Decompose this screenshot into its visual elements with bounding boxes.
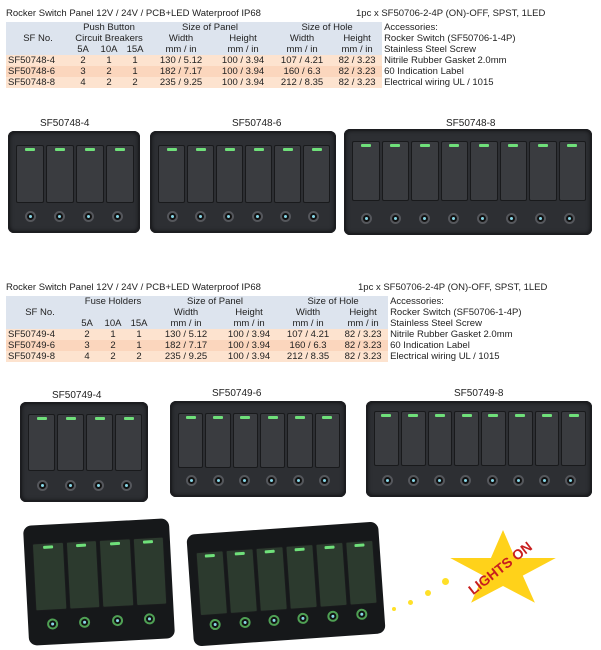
rocker-switch (205, 413, 230, 468)
count-5a: 3 (74, 340, 100, 351)
decor-dot (425, 590, 431, 596)
led-indicator (449, 144, 459, 147)
panel-knob (326, 610, 338, 622)
led-indicator (435, 414, 445, 417)
count-5a: 4 (70, 77, 96, 88)
rocker-switch (559, 141, 587, 201)
panel-height-header: Height (214, 33, 272, 44)
rocker-switch (401, 411, 426, 466)
panel-height: 100 / 3.94 (214, 66, 272, 77)
count-15a: 1 (122, 55, 148, 66)
led-indicator (186, 416, 196, 419)
rocker-switch (245, 145, 272, 203)
panel-height: 100 / 3.94 (220, 329, 278, 340)
rocker-switch (65, 540, 100, 610)
led-indicator (569, 414, 579, 417)
fuse-holder (319, 475, 330, 486)
rocker-switch (428, 411, 453, 466)
panel-label: SF50749-6 (212, 388, 262, 399)
led-indicator (196, 148, 206, 151)
rocker-switch (470, 141, 498, 201)
table-row (6, 77, 598, 88)
led-indicator (462, 414, 472, 417)
rocker-switch (481, 411, 506, 466)
section2-subtitle: 1pc x SF50706-2-4P (ON)-OFF, SPST, 1LED (358, 282, 548, 293)
panel-height: 100 / 3.94 (214, 77, 272, 88)
sf-number: SF50749-6 (6, 340, 74, 351)
fuse-panel-6 (170, 401, 346, 497)
accessories-line: Nitrile Rubber Gasket 2.0mm (388, 329, 598, 340)
hole-height-header: Height (338, 307, 388, 318)
fuse-holder (37, 480, 48, 491)
led-indicator (322, 416, 332, 419)
count-10a: 1 (96, 55, 122, 66)
hole-width: 212 / 8.35 (272, 77, 332, 88)
count-15a: 1 (126, 329, 152, 340)
rocker-switch (16, 145, 44, 203)
amp-15-header: 15A (122, 44, 148, 55)
led-indicator (508, 144, 518, 147)
unit-header: mm / in (214, 44, 272, 55)
fuse-panel-8 (366, 401, 592, 497)
size-of-panel-header: Size of Panel (152, 296, 278, 307)
rocker-switch (46, 145, 74, 203)
fuse-holder (266, 475, 277, 486)
panel-knob (47, 618, 59, 630)
fuse-holder (186, 475, 197, 486)
led-indicator (488, 414, 498, 417)
panel-height: 100 / 3.94 (214, 55, 272, 66)
panel-knob (535, 213, 546, 224)
rocker-switch (274, 145, 301, 203)
rocker-switch (255, 546, 287, 611)
panel-width: 235 / 9.25 (152, 351, 220, 362)
count-10a: 2 (100, 351, 126, 362)
count-15a: 1 (122, 66, 148, 77)
fuse-holder (65, 480, 76, 491)
accessories-line: Rocker Switch (SF50706-1-4P) (388, 307, 598, 318)
panel-knob (419, 213, 430, 224)
fuse-holder (565, 475, 576, 486)
fuse-holders-header: Fuse Holders (74, 296, 152, 307)
amp-15-header: 15A (126, 318, 152, 329)
unit-header: mm / in (278, 318, 338, 329)
rocker-switch (500, 141, 528, 201)
panel-knob (25, 211, 36, 222)
section2-title: Rocker Switch Panel 12V / 24V / PCB+LED Waterproof IP68 (6, 282, 261, 293)
sf-number: SF50749-4 (6, 329, 74, 340)
unit-header: mm / in (152, 318, 220, 329)
led-indicator (324, 546, 334, 550)
led-indicator (420, 144, 430, 147)
rocker-switch (382, 141, 410, 201)
led-indicator (538, 144, 548, 147)
led-indicator (55, 148, 65, 151)
panel-width: 182 / 7.17 (148, 66, 214, 77)
decor-dot (392, 607, 396, 611)
fuse-holder (487, 475, 498, 486)
led-indicator (312, 148, 322, 151)
panel-knob (252, 211, 263, 222)
unit-header: mm / in (332, 44, 382, 55)
accessories-line: Electrical wiring UL / 1015 (382, 77, 598, 88)
table-row (6, 340, 598, 351)
led-indicator (390, 144, 400, 147)
fuse-holder (460, 475, 471, 486)
accessories-line: Electrical wiring UL / 1015 (388, 351, 598, 362)
sf-number: SF50748-6 (6, 66, 70, 77)
led-indicator (240, 416, 250, 419)
fuse-holder (513, 475, 524, 486)
rocker-switch (508, 411, 533, 466)
panel-width-header: Width (152, 307, 220, 318)
led-indicator (268, 416, 278, 419)
table-row (6, 55, 598, 66)
rocker-switch (115, 414, 142, 471)
led-indicator (110, 542, 120, 546)
led-indicator (254, 148, 264, 151)
sf-number: SF50748-4 (6, 55, 70, 66)
count-10a: 2 (100, 340, 126, 351)
accessories-line: Nitrile Rubber Gasket 2.0mm (382, 55, 598, 66)
table-row (6, 66, 598, 77)
rocker-switch (99, 538, 134, 608)
panel-knob (223, 211, 234, 222)
amp-5-header: 5A (74, 318, 100, 329)
rocker-switch (535, 411, 560, 466)
panel-knob (506, 213, 517, 224)
unit-header: mm / in (220, 318, 278, 329)
fuse-holder (239, 475, 250, 486)
panel-width: 235 / 9.25 (148, 77, 214, 88)
led-indicator (124, 417, 134, 420)
sf-no-header: SF No. (6, 33, 70, 44)
unit-header: mm / in (338, 318, 388, 329)
panel-knob (356, 608, 368, 620)
hole-width: 160 / 6.3 (272, 66, 332, 77)
hole-height-header: Height (332, 33, 382, 44)
panel-label: SF50749-8 (454, 388, 504, 399)
panel-width-header: Width (148, 33, 214, 44)
led-indicator (167, 148, 177, 151)
sf-number: SF50749-8 (6, 351, 74, 362)
rocker-switch (76, 145, 104, 203)
count-5a: 2 (74, 329, 100, 340)
switch-panel-8 (344, 129, 592, 235)
led-indicator (66, 417, 76, 420)
led-indicator (37, 417, 47, 420)
rocker-switch (196, 550, 228, 615)
hole-height: 82 / 3.23 (332, 66, 382, 77)
led-indicator (567, 144, 577, 147)
hole-height: 82 / 3.23 (338, 351, 388, 362)
rocker-switch (285, 544, 317, 609)
unit-header: mm / in (148, 44, 214, 55)
led-indicator (381, 414, 391, 417)
section1-subtitle: 1pc x SF50706-2-4P (ON)-OFF, SPST, 1LED (356, 8, 546, 19)
led-indicator (43, 545, 53, 549)
rocker-switch (187, 145, 214, 203)
rocker-switch (315, 542, 347, 607)
panel-label: SF50748-4 (40, 118, 90, 129)
led-indicator (213, 416, 223, 419)
section1-title: Rocker Switch Panel 12V / 24V / PCB+LED Waterproof IP68 (6, 8, 261, 19)
unit-header: mm / in (272, 44, 332, 55)
panel-knob (83, 211, 94, 222)
panel-knob (448, 213, 459, 224)
led-indicator (354, 543, 364, 547)
accessories-line: Rocker Switch (SF50706-1-4P) (382, 33, 598, 44)
led-indicator (283, 148, 293, 151)
spec-table-1 (6, 22, 598, 88)
led-indicator (542, 414, 552, 417)
fuse-holder (93, 480, 104, 491)
panel-knob (112, 615, 124, 627)
fuse-holder (539, 475, 550, 486)
led-indicator (76, 544, 86, 548)
panel-width: 130 / 5.12 (152, 329, 220, 340)
size-of-hole-header: Size of Hole (272, 22, 382, 33)
led-indicator (235, 552, 245, 556)
fuse-holder (434, 475, 445, 486)
rocker-switch (132, 537, 167, 607)
accessories-line: 60 Indication Label (388, 340, 598, 351)
panel-knob (112, 211, 123, 222)
accessories-line: 60 Indication Label (382, 66, 598, 77)
accessories-line: Accessories: (388, 296, 598, 307)
amp-5-header: 5A (70, 44, 96, 55)
panel-knob (144, 613, 156, 625)
rocker-switch (233, 413, 258, 468)
led-indicator (265, 550, 275, 554)
panel-knob (564, 213, 575, 224)
led-indicator (225, 148, 235, 151)
led-indicator (95, 417, 105, 420)
rocker-switch (287, 413, 312, 468)
fuse-holder (408, 475, 419, 486)
led-indicator (205, 554, 215, 558)
hole-width: 107 / 4.21 (272, 55, 332, 66)
rocker-switch (28, 414, 55, 471)
rocker-switch (529, 141, 557, 201)
led-indicator (143, 540, 153, 544)
led-indicator (408, 414, 418, 417)
panel-width: 130 / 5.12 (148, 55, 214, 66)
hole-width: 160 / 6.3 (278, 340, 338, 351)
panel-height-header: Height (220, 307, 278, 318)
hole-width-header: Width (278, 307, 338, 318)
rocker-switch (225, 548, 257, 613)
led-indicator (85, 148, 95, 151)
rocker-switch (260, 413, 285, 468)
rocker-switch (86, 414, 113, 471)
panel-width: 182 / 7.17 (152, 340, 220, 351)
panel-knob (280, 211, 291, 222)
rocker-switch (441, 141, 469, 201)
panel-label: SF50749-4 (52, 390, 102, 401)
switch-panel-6 (150, 131, 336, 233)
led-indicator (295, 548, 305, 552)
panel-height: 100 / 3.94 (220, 340, 278, 351)
decor-dot (408, 600, 413, 605)
panel-knob (167, 211, 178, 222)
circuit-breakers-header: Circuit Breakers (70, 33, 148, 44)
count-5a: 3 (70, 66, 96, 77)
accessories-line: Stainless Steel Screw (388, 318, 598, 329)
accessories-line: Stainless Steel Screw (382, 44, 598, 55)
rocker-switch (345, 540, 377, 605)
spec-table-2 (6, 296, 598, 362)
led-indicator (115, 148, 125, 151)
count-15a: 2 (126, 351, 152, 362)
led-indicator (479, 144, 489, 147)
sf-no-header: SF No. (6, 307, 74, 318)
hole-height: 82 / 3.23 (338, 329, 388, 340)
count-15a: 1 (126, 340, 152, 351)
fuse-panel-4 (20, 402, 148, 502)
rocker-switch (32, 542, 67, 612)
panel-label: SF50748-6 (232, 118, 282, 129)
rocker-switch (216, 145, 243, 203)
fuse-holder (382, 475, 393, 486)
panel-knob (195, 211, 206, 222)
hole-height: 82 / 3.23 (332, 55, 382, 66)
hole-width-header: Width (272, 33, 332, 44)
rocker-switch (158, 145, 185, 203)
count-10a: 2 (96, 77, 122, 88)
panel-knob (390, 213, 401, 224)
rocker-switch (303, 145, 330, 203)
led-indicator (25, 148, 35, 151)
push-button-header: Push Button (70, 22, 148, 33)
rocker-switch (178, 413, 203, 468)
rocker-switch (106, 145, 134, 203)
fuse-holder (293, 475, 304, 486)
led-indicator (361, 144, 371, 147)
panel-height: 100 / 3.94 (220, 351, 278, 362)
panel-knob (297, 613, 309, 625)
decor-dot (442, 578, 449, 585)
rocker-switch (454, 411, 479, 466)
hole-width: 107 / 4.21 (278, 329, 338, 340)
panel-knob (361, 213, 372, 224)
size-of-hole-header: Size of Hole (278, 296, 388, 307)
led-indicator (515, 414, 525, 417)
count-5a: 4 (74, 351, 100, 362)
panel-knob (268, 615, 280, 627)
lights-on-label: LIGHTS ON (465, 538, 536, 598)
rocker-switch (374, 411, 399, 466)
table-row (6, 351, 598, 362)
rocker-switch (315, 413, 340, 468)
accessories-line: Accessories: (382, 22, 598, 33)
panel-knob (54, 211, 65, 222)
panel-knob (209, 619, 221, 631)
panel-knob (308, 211, 319, 222)
sf-number: SF50748-8 (6, 77, 70, 88)
switch-panel-4 (8, 131, 140, 233)
count-15a: 2 (122, 77, 148, 88)
fuse-holder (213, 475, 224, 486)
lit-panel-photo-6 (186, 521, 385, 646)
lit-panel-photo-4 (23, 518, 175, 645)
panel-knob (239, 617, 251, 629)
led-indicator (295, 416, 305, 419)
rocker-switch (561, 411, 586, 466)
panel-knob (79, 617, 91, 629)
panel-knob (477, 213, 488, 224)
rocker-switch (411, 141, 439, 201)
count-10a: 2 (96, 66, 122, 77)
fuse-holder (121, 480, 132, 491)
size-of-panel-header: Size of Panel (148, 22, 272, 33)
hole-width: 212 / 8.35 (278, 351, 338, 362)
hole-height: 82 / 3.23 (338, 340, 388, 351)
count-5a: 2 (70, 55, 96, 66)
rocker-switch (352, 141, 380, 201)
amp-10-header: 10A (96, 44, 122, 55)
rocker-switch (57, 414, 84, 471)
amp-10-header: 10A (100, 318, 126, 329)
hole-height: 82 / 3.23 (332, 77, 382, 88)
table-row (6, 329, 598, 340)
panel-label: SF50748-8 (446, 118, 496, 129)
count-10a: 1 (100, 329, 126, 340)
